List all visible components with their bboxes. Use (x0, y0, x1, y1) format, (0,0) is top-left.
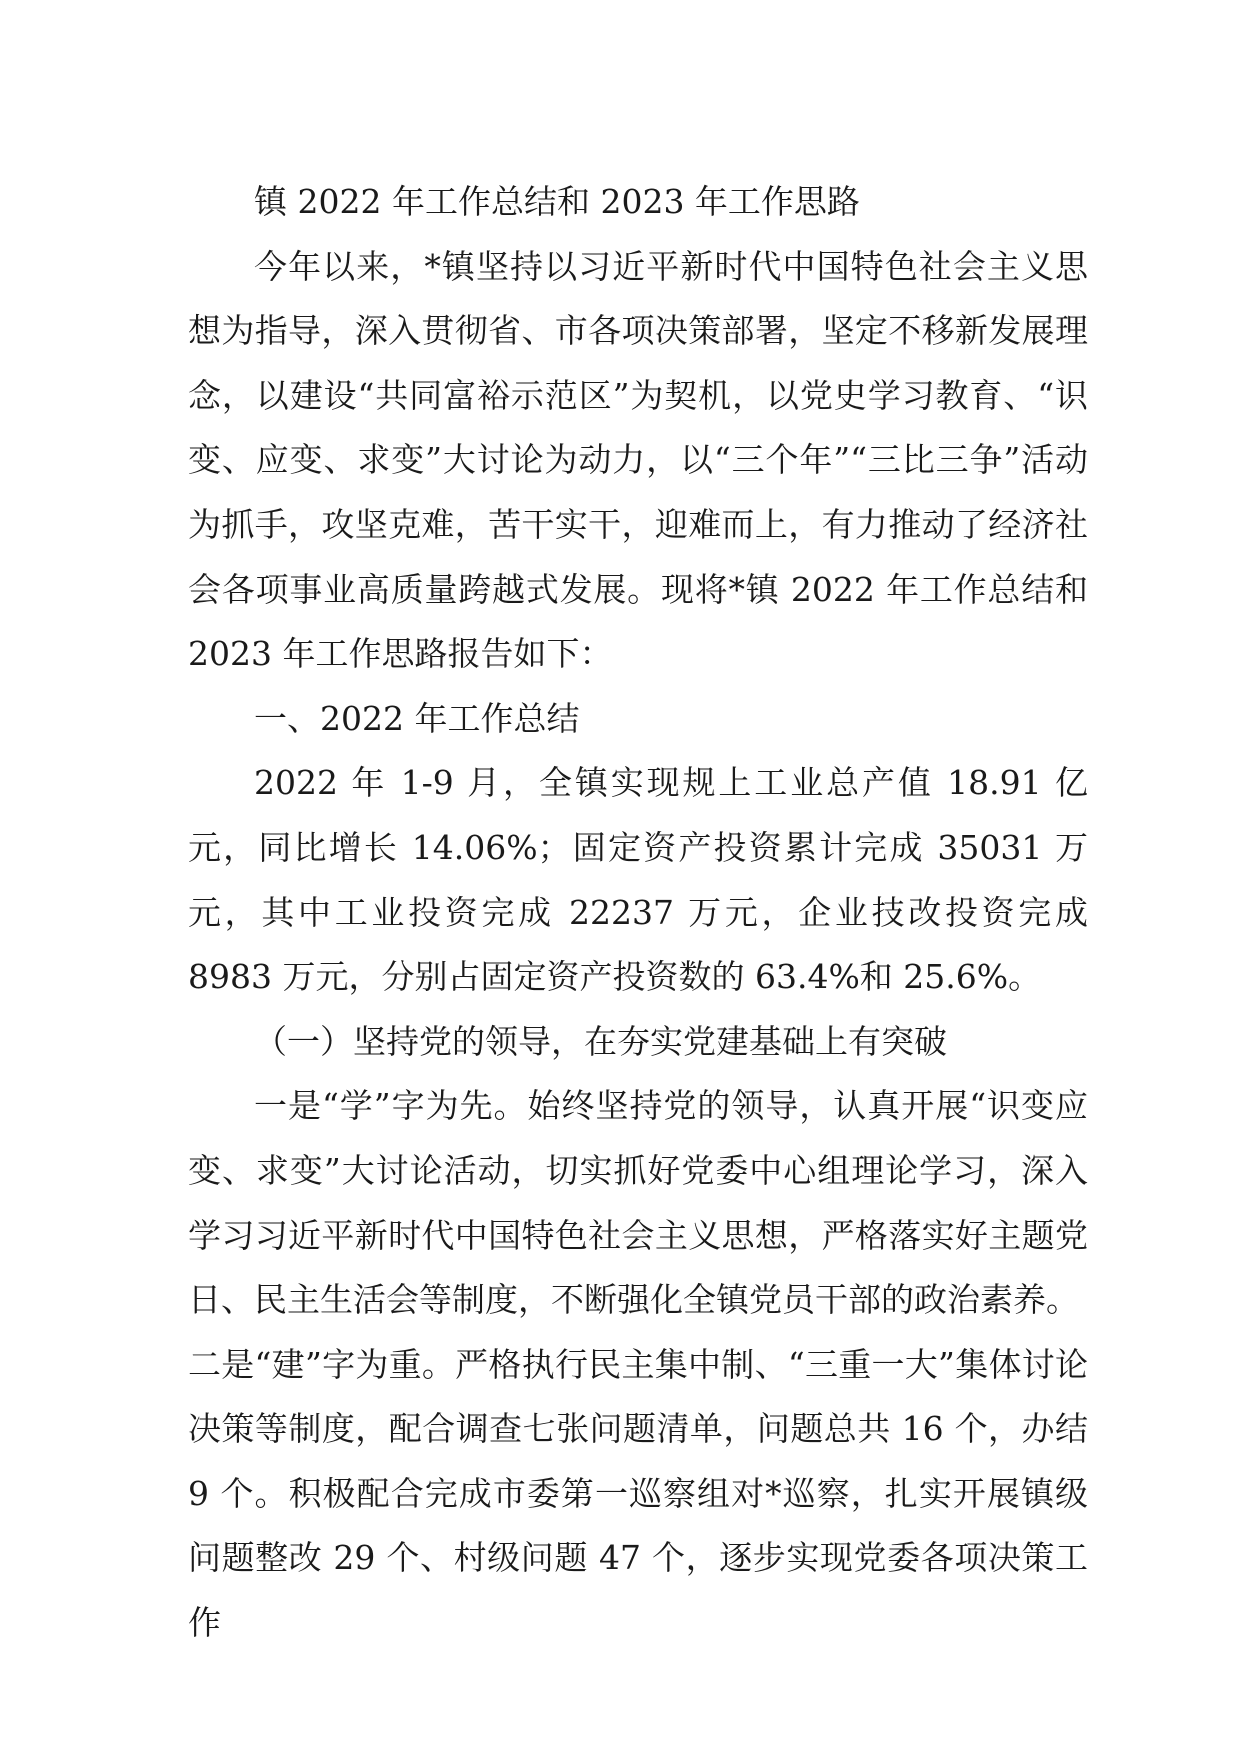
subsection-paragraph-learning: 一是“学”字为先。始终坚持党的领导，认真开展“识变应变、求变”大讨论活动，切实抓好党委中心组理论学习，深入学习习近平新时代中国特色社会主义思想，严格落实好主题党日、民主生活会等制度，不断强化全镇党员干部的政治素养。 (188, 1086, 1088, 1320)
section-heading-summary: 一、2022 年工作总结 (254, 698, 580, 738)
document-title: 镇 2022 年工作总结和 2023 年工作思路 (254, 182, 860, 221)
section-summary-paragraph: 2022 年 1-9 月，全镇实现规上工业总产值 18.91 亿元，同比增长 14.06%；固定资产投资累计完成 35031 万元，其中工业投资完成 22237 万元，企业技改投资完成 8983 万元，分别占固定资产投资数的 63.4%和 25.6%。 (188, 763, 1088, 997)
document-body (188, 170, 1088, 1656)
subsection-heading-party: （一）坚持党的领导，在夯实党建基础上有突破 (254, 1021, 947, 1061)
intro-paragraph: 今年以来，*镇坚持以习近平新时代中国特色社会主义思想为指导，深入贯彻省、市各项决策部署，坚定不移新发展理念，以建设“共同富裕示范区”为契机，以党史学习教育、“识变、应变、求变”大讨论为动力，以“三个年”“三比三争”活动为抓手，攻坚克难，苦干实干，迎难而上，有力推动了经济社会各项事业高质量跨越式发展。现将*镇 2022 年工作总结和 2023 年工作思路报告如下： (188, 246, 1088, 674)
subsection-paragraph-building: 二是“建”字为重。严格执行民主集中制、“三重一大”集体讨论决策等制度，配合调查七张问题清单，问题总共 16 个，办结 9 个。积极配合完成市委第一巡察组对*巡察，扎实开展镇级问题整改 29 个、村级问题 47 个，逐步实现党委各项决策工作 (188, 1344, 1088, 1643)
